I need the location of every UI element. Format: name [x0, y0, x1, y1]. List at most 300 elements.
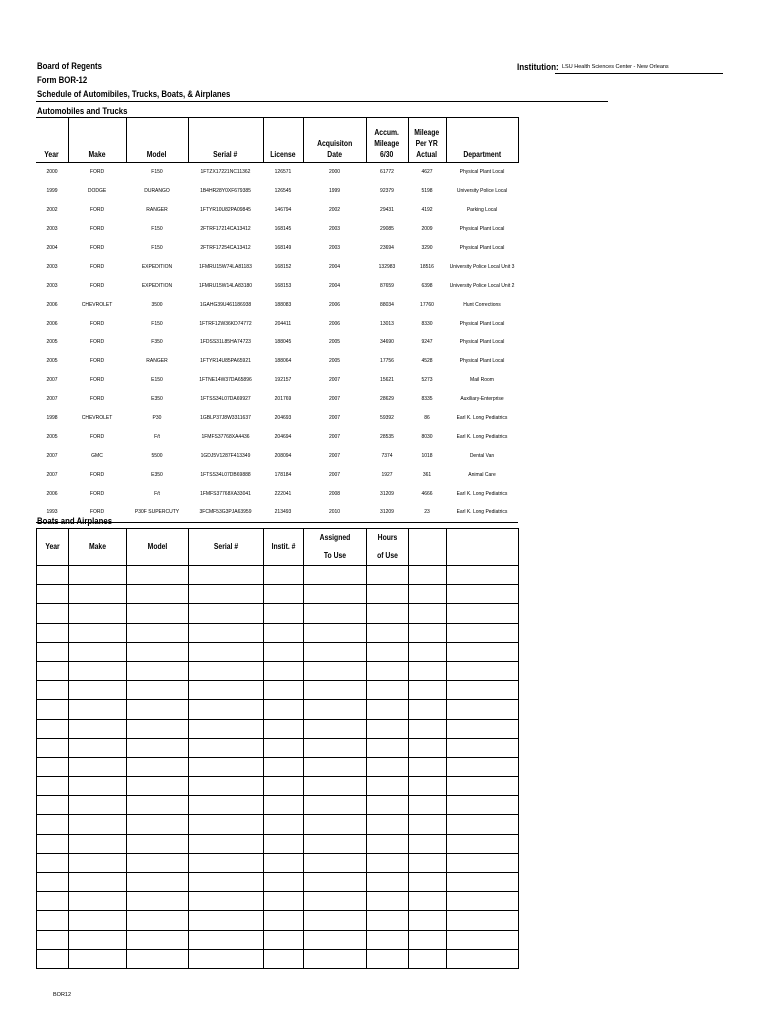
- table-cell: Mail Room: [470, 377, 494, 384]
- table-cell: 2004: [328, 263, 341, 270]
- auto-section-title: Automobiles and Trucks: [37, 106, 128, 117]
- empty-cell: [37, 777, 69, 796]
- empty-cell: [264, 700, 304, 719]
- boat-column-header-label: Instit. #: [271, 542, 296, 551]
- empty-cell: [189, 719, 264, 738]
- table-row: [36, 220, 518, 239]
- empty-cell: [264, 642, 304, 661]
- empty-cell: [367, 757, 409, 776]
- empty-cell: [304, 757, 367, 776]
- empty-cell: [69, 661, 127, 680]
- table-row: [37, 892, 519, 911]
- footer-form-code: BOR12: [53, 992, 72, 998]
- table-cell: 2004: [328, 282, 341, 289]
- form-number: Form BOR-12: [37, 75, 88, 86]
- table-row: [37, 873, 519, 892]
- boat-column-header: [69, 529, 127, 566]
- empty-cell: [304, 834, 367, 853]
- auto-column-header-label: Acquisiton Date: [316, 139, 353, 159]
- empty-cell: [37, 719, 69, 738]
- table-cell: F/t: [154, 433, 160, 440]
- table-cell: FORD: [89, 282, 105, 289]
- empty-cell: [367, 853, 409, 872]
- empty-cell: [367, 930, 409, 949]
- empty-cell: [264, 623, 304, 642]
- table-cell: 2010: [303, 503, 366, 522]
- auto-column-header: [408, 118, 446, 163]
- empty-cell: [304, 911, 367, 930]
- empty-cell: [304, 681, 367, 700]
- table-cell: 201769: [274, 396, 292, 403]
- empty-cell: [447, 738, 519, 757]
- empty-cell: [189, 585, 264, 604]
- empty-cell: [264, 777, 304, 796]
- empty-cell: [37, 873, 69, 892]
- empty-cell: [304, 604, 367, 623]
- empty-cell: [189, 700, 264, 719]
- empty-cell: [37, 757, 69, 776]
- table-cell: 1FMFS37768XA4436: [201, 433, 250, 440]
- empty-cell: [367, 892, 409, 911]
- empty-cell: [37, 949, 69, 968]
- empty-cell: [409, 681, 447, 700]
- table-cell: P30: [152, 415, 162, 422]
- empty-cell: [367, 604, 409, 623]
- table-cell: 3290: [421, 245, 433, 251]
- empty-cell: [304, 623, 367, 642]
- table-cell: FORD: [89, 396, 105, 403]
- table-cell: 2007: [46, 452, 58, 459]
- table-cell: 2007: [328, 433, 341, 440]
- empty-cell: [264, 566, 304, 585]
- boat-column-header-label: Model: [147, 542, 168, 551]
- table-row: [37, 585, 519, 604]
- table-cell: 2007: [328, 396, 341, 403]
- empty-cell: [37, 585, 69, 604]
- table-cell: DURANGO: [144, 188, 170, 195]
- empty-cell: [367, 796, 409, 815]
- empty-cell: [127, 757, 189, 776]
- table-cell: 2007: [46, 396, 58, 403]
- empty-cell: [264, 719, 304, 738]
- table-cell: DODGE: [87, 188, 107, 195]
- table-row: [37, 604, 519, 623]
- table-cell: 23: [408, 503, 446, 522]
- table-cell: 2004: [46, 245, 58, 251]
- empty-cell: [37, 681, 69, 700]
- table-cell: Hunt Corrections: [463, 301, 501, 308]
- table-row: [36, 465, 518, 484]
- empty-cell: [189, 661, 264, 680]
- table-cell: CHEVROLET: [81, 301, 113, 308]
- empty-cell: [447, 604, 519, 623]
- table-cell: Parking Local: [466, 207, 498, 214]
- table-cell: 5273: [421, 377, 433, 384]
- empty-cell: [447, 681, 519, 700]
- table-row: [36, 295, 518, 314]
- empty-cell: [127, 585, 189, 604]
- table-cell: 126571: [274, 169, 292, 176]
- table-row: [36, 276, 518, 295]
- empty-cell: [37, 911, 69, 930]
- institution-underline: [555, 73, 723, 74]
- empty-cell: [127, 738, 189, 757]
- empty-cell: [409, 623, 447, 642]
- empty-cell: [367, 585, 409, 604]
- table-cell: 1GBLP37J8W3311637: [200, 415, 251, 422]
- empty-cell: [127, 623, 189, 642]
- table-cell: 2002: [328, 207, 341, 214]
- table-cell: 168149: [274, 245, 292, 251]
- empty-cell: [409, 604, 447, 623]
- table-cell: 204411: [274, 320, 292, 327]
- empty-cell: [127, 700, 189, 719]
- boat-column-header: [189, 529, 264, 566]
- empty-cell: [69, 777, 127, 796]
- table-cell: University Police Local Unit 3: [449, 263, 515, 270]
- empty-cell: [264, 681, 304, 700]
- table-cell: F150: [151, 169, 163, 176]
- empty-cell: [189, 757, 264, 776]
- table-row: [36, 484, 518, 503]
- table-cell: FORD: [89, 471, 105, 478]
- table-cell: Dental Van: [469, 452, 495, 459]
- empty-cell: [37, 738, 69, 757]
- boat-column-header-label: Hours of Use: [377, 533, 398, 560]
- table-cell: 208094: [274, 452, 292, 459]
- empty-cell: [409, 796, 447, 815]
- empty-cell: [264, 892, 304, 911]
- auto-column-header-label: Model: [147, 150, 167, 159]
- empty-cell: [264, 873, 304, 892]
- empty-cell: [127, 566, 189, 585]
- empty-cell: [447, 661, 519, 680]
- table-cell: 9247: [421, 339, 433, 346]
- institution-value: LSU Health Sciences Center - New Orleans: [562, 64, 669, 70]
- automobiles-table: [36, 117, 519, 523]
- empty-cell: [447, 642, 519, 661]
- empty-cell: [127, 949, 189, 968]
- table-cell: 2000: [328, 169, 341, 176]
- table-cell: 2003: [46, 263, 58, 270]
- table-cell: Earl K. Long Pediatrics: [456, 490, 508, 497]
- table-cell: 1018: [421, 452, 433, 459]
- table-row: [37, 834, 519, 853]
- table-cell: 168153: [274, 282, 292, 289]
- empty-cell: [409, 661, 447, 680]
- empty-cell: [264, 604, 304, 623]
- table-cell: 1993: [36, 503, 68, 522]
- table-cell: 2007: [328, 471, 341, 478]
- table-cell: 1FTSS34L07DA69927: [200, 396, 251, 403]
- table-cell: FORD: [89, 263, 105, 270]
- empty-cell: [37, 930, 69, 949]
- board-of-regents-title: Board of Regents: [37, 61, 102, 72]
- table-cell: 168145: [274, 226, 292, 233]
- empty-cell: [409, 834, 447, 853]
- table-cell: 2FTRF17254CA13412: [200, 245, 251, 251]
- table-cell: FORD: [89, 245, 105, 251]
- empty-cell: [367, 911, 409, 930]
- table-cell: E150: [151, 377, 163, 384]
- table-row: [36, 333, 518, 352]
- empty-cell: [264, 738, 304, 757]
- table-cell: Physical Plant Local: [459, 339, 505, 346]
- table-cell: Physical Plant Local: [459, 169, 505, 176]
- table-row: [37, 815, 519, 834]
- table-cell: 1FMFS37768XA33041: [200, 490, 251, 497]
- table-cell: 8335: [421, 396, 433, 403]
- table-cell: 87659: [380, 282, 394, 289]
- empty-cell: [69, 892, 127, 911]
- table-row: [36, 239, 518, 258]
- empty-cell: [447, 796, 519, 815]
- empty-cell: [69, 623, 127, 642]
- empty-cell: [367, 834, 409, 853]
- empty-cell: [189, 911, 264, 930]
- empty-cell: [127, 681, 189, 700]
- empty-cell: [189, 623, 264, 642]
- table-cell: 2003: [46, 226, 58, 233]
- empty-cell: [409, 585, 447, 604]
- empty-cell: [304, 777, 367, 796]
- empty-cell: [127, 642, 189, 661]
- table-cell: EXPEDITION: [141, 282, 173, 289]
- empty-cell: [264, 930, 304, 949]
- empty-cell: [304, 585, 367, 604]
- table-cell: 61772: [380, 169, 394, 176]
- table-cell: 7374: [381, 452, 393, 459]
- table-cell: 1FTYR14U85PA65921: [200, 358, 251, 365]
- boat-column-header: [409, 529, 447, 566]
- table-cell: F150: [151, 320, 163, 327]
- empty-cell: [127, 873, 189, 892]
- empty-cell: [304, 930, 367, 949]
- boat-column-header-label: Year: [45, 542, 60, 551]
- empty-cell: [189, 834, 264, 853]
- table-cell: 1GAHG39U461186938: [199, 301, 252, 308]
- table-cell: FORD: [89, 377, 105, 384]
- table-cell: 2FTRF17214CA13412: [200, 226, 251, 233]
- empty-cell: [447, 853, 519, 872]
- table-cell: 2003: [328, 226, 341, 233]
- empty-cell: [367, 623, 409, 642]
- table-cell: 2003: [328, 245, 341, 251]
- table-row: [37, 757, 519, 776]
- empty-cell: [367, 949, 409, 968]
- empty-cell: [127, 930, 189, 949]
- table-cell: 1998: [46, 415, 58, 422]
- empty-cell: [409, 738, 447, 757]
- table-cell: 2005: [46, 358, 58, 365]
- empty-cell: [409, 853, 447, 872]
- empty-cell: [37, 834, 69, 853]
- table-cell: 8330: [421, 320, 433, 327]
- empty-cell: [304, 892, 367, 911]
- table-cell: FORD: [89, 433, 105, 440]
- table-cell: 2000: [46, 169, 58, 176]
- table-cell: 2005: [328, 358, 341, 365]
- table-cell: 5198: [421, 188, 433, 195]
- table-cell: 86: [424, 415, 430, 422]
- table-cell: FORD: [89, 339, 105, 346]
- empty-cell: [189, 853, 264, 872]
- table-row: [36, 352, 518, 371]
- empty-cell: [127, 604, 189, 623]
- empty-cell: [304, 815, 367, 834]
- empty-cell: [409, 700, 447, 719]
- empty-cell: [447, 757, 519, 776]
- table-row: [37, 719, 519, 738]
- empty-cell: [37, 604, 69, 623]
- table-cell: EXPEDITION: [141, 263, 173, 270]
- empty-cell: [367, 700, 409, 719]
- table-cell: 1GDJ5V1287F413349: [200, 452, 251, 459]
- table-row: [37, 623, 519, 642]
- empty-cell: [69, 738, 127, 757]
- boat-column-header: [37, 529, 69, 566]
- empty-cell: [447, 873, 519, 892]
- empty-cell: [367, 738, 409, 757]
- table-cell: 1FDSS31L85HA74723: [200, 339, 251, 346]
- table-row: [36, 390, 518, 409]
- table-cell: 1FMRU15W14LA83180: [198, 282, 253, 289]
- empty-cell: [367, 642, 409, 661]
- table-cell: Physical Plant Local: [459, 245, 505, 251]
- table-cell: P30F SUPERCUTY: [126, 503, 188, 522]
- boat-column-header-label: Serial #: [213, 542, 239, 551]
- table-cell: 2005: [46, 339, 58, 346]
- table-cell: Physical Plant Local: [459, 320, 505, 327]
- table-cell: F/t: [154, 490, 160, 497]
- boat-column-header: [447, 529, 519, 566]
- empty-cell: [447, 834, 519, 853]
- table-cell: 1927: [381, 471, 393, 478]
- table-cell: 3500: [151, 301, 163, 308]
- empty-cell: [367, 681, 409, 700]
- empty-cell: [264, 661, 304, 680]
- empty-cell: [69, 911, 127, 930]
- empty-cell: [264, 834, 304, 853]
- table-cell: 2007: [328, 415, 341, 422]
- empty-cell: [409, 642, 447, 661]
- table-cell: 6398: [421, 282, 433, 289]
- empty-cell: [264, 796, 304, 815]
- auto-column-header-label: Serial #: [213, 150, 238, 159]
- empty-cell: [304, 738, 367, 757]
- empty-cell: [189, 930, 264, 949]
- table-cell: 1FTYR10U82PA09845: [200, 207, 251, 214]
- boat-column-header: [304, 529, 367, 566]
- empty-cell: [264, 911, 304, 930]
- table-cell: University Police Local Unit 2: [449, 282, 515, 289]
- table-row: [36, 427, 518, 446]
- empty-cell: [264, 585, 304, 604]
- empty-cell: [189, 892, 264, 911]
- empty-cell: [367, 873, 409, 892]
- empty-cell: [409, 777, 447, 796]
- table-cell: 1999: [46, 188, 58, 195]
- table-cell: 13013: [380, 320, 394, 327]
- table-cell: Auxiliary-Enterprise: [460, 396, 504, 403]
- empty-cell: [447, 949, 519, 968]
- auto-column-header-label: License: [270, 150, 296, 159]
- auto-column-header: [366, 118, 408, 163]
- table-cell: F350: [151, 339, 163, 346]
- empty-cell: [37, 796, 69, 815]
- table-cell: Earl K. Long Pediatrics: [456, 415, 508, 422]
- table-row: [36, 446, 518, 465]
- table-row: [36, 409, 518, 428]
- empty-cell: [69, 796, 127, 815]
- table-cell: 146794: [274, 207, 292, 214]
- boat-column-header: [367, 529, 409, 566]
- table-cell: 1B4HR28Y0XF679385: [200, 188, 251, 195]
- table-cell: 204693: [274, 415, 292, 422]
- empty-cell: [127, 661, 189, 680]
- table-cell: 4666: [421, 490, 433, 497]
- table-cell: Physical Plant Local: [459, 226, 505, 233]
- empty-cell: [189, 681, 264, 700]
- table-row: [36, 257, 518, 276]
- table-cell: Earl K. Long Pediatrics: [446, 503, 518, 522]
- table-cell: 222041: [274, 490, 292, 497]
- empty-cell: [447, 585, 519, 604]
- empty-cell: [447, 777, 519, 796]
- header-rule: [36, 101, 608, 102]
- empty-cell: [189, 738, 264, 757]
- table-cell: 188083: [274, 301, 292, 308]
- empty-cell: [69, 642, 127, 661]
- table-row: [37, 796, 519, 815]
- auto-column-header: [446, 118, 518, 163]
- table-cell: 2005: [46, 433, 58, 440]
- table-cell: FORD: [89, 490, 105, 497]
- empty-cell: [447, 930, 519, 949]
- table-cell: 213493: [263, 503, 303, 522]
- empty-cell: [304, 566, 367, 585]
- empty-cell: [189, 815, 264, 834]
- empty-cell: [367, 719, 409, 738]
- table-cell: 178184: [274, 471, 292, 478]
- table-cell: 17760: [420, 301, 434, 308]
- table-cell: 2006: [328, 301, 341, 308]
- empty-cell: [367, 777, 409, 796]
- empty-cell: [189, 604, 264, 623]
- empty-cell: [409, 719, 447, 738]
- table-cell: RANGER: [146, 207, 168, 214]
- boats-table: [36, 528, 519, 969]
- empty-cell: [409, 566, 447, 585]
- table-row: [36, 201, 518, 220]
- table-cell: FORD: [68, 503, 126, 522]
- empty-cell: [69, 566, 127, 585]
- table-row: [37, 949, 519, 968]
- empty-cell: [69, 604, 127, 623]
- empty-cell: [409, 892, 447, 911]
- empty-cell: [127, 911, 189, 930]
- table-cell: 1FMRU15W74LA81183: [199, 263, 252, 270]
- table-cell: 34690: [380, 339, 394, 346]
- empty-cell: [69, 873, 127, 892]
- table-cell: 2003: [46, 282, 58, 289]
- table-cell: 204694: [274, 433, 292, 440]
- empty-cell: [447, 566, 519, 585]
- table-cell: FORD: [89, 358, 105, 365]
- empty-cell: [304, 700, 367, 719]
- empty-cell: [127, 796, 189, 815]
- empty-cell: [304, 873, 367, 892]
